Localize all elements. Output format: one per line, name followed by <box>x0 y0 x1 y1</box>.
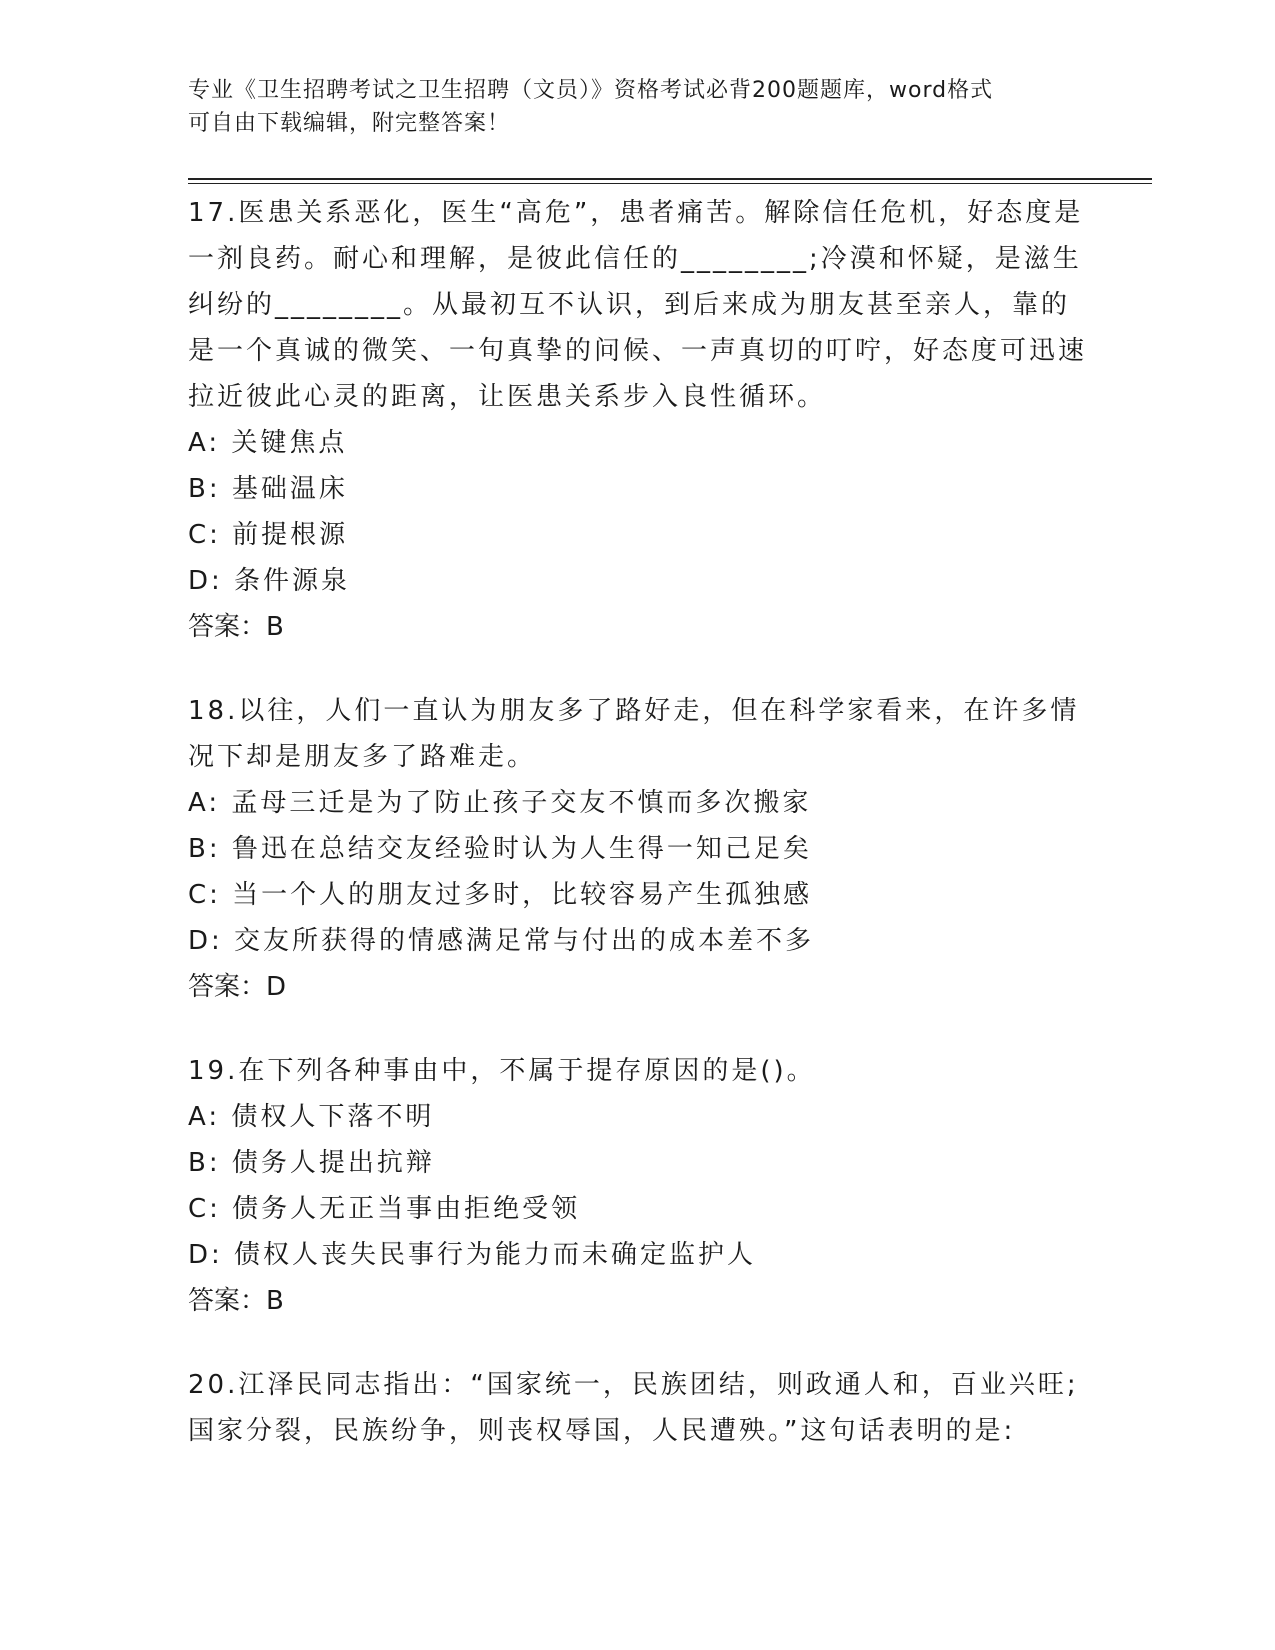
header-divider-thick <box>188 178 1152 180</box>
header-divider-thin <box>188 183 1152 184</box>
question-19 <box>188 1048 1088 1324</box>
option-b: B: 鲁迅在总结交友经验时认为人生得一知己足矣 <box>188 834 812 864</box>
option-c: C: 当一个人的朋友过多时，比较容易产生孤独感 <box>188 880 813 910</box>
question-17 <box>188 190 1088 650</box>
option-d: D: 交友所获得的情感满足常与付出的成本差不多 <box>188 926 815 956</box>
question-20 <box>188 1362 1088 1454</box>
header-line-2: 可自由下载编辑，附完整答案！ <box>188 111 511 136</box>
header-line-1: 专业《卫生招聘考试之卫生招聘（文员）》资格考试必背200题题库，word格式 <box>188 78 994 103</box>
question-text: 17.医患关系恶化，医生“高危”，患者痛苦。解除信任危机，好态度是一剂良药。耐心和理解，是彼此信任的________;冷漠和怀疑，是滋生纠纷的________。从最初互不认识，到后来成为朋友甚至亲人，靠的是一个真诚的微笑、一句真挚的问候、一声真切的叮咛，好态度可迅速拉近彼此心灵的距离，让医患关系步入良性循环。 <box>188 198 1088 412</box>
option-b: B: 基础温床 <box>188 474 348 504</box>
option-a: A: 关键焦点 <box>188 428 348 458</box>
answer: 答案：B <box>188 612 284 642</box>
option-a: A: 债权人下落不明 <box>188 1102 435 1132</box>
option-c: C: 前提根源 <box>188 520 349 550</box>
option-b: B: 债务人提出抗辩 <box>188 1148 435 1178</box>
question-text: 20.江泽民同志指出：“国家统一，民族团结，则政通人和，百业兴旺;国家分裂，民族纷争，则丧权辱国，人民遭殃。”这句话表明的是: <box>188 1370 1079 1446</box>
option-c: C: 债务人无正当事由拒绝受领 <box>188 1194 581 1224</box>
answer: 答案：B <box>188 1286 284 1316</box>
question-18 <box>188 688 1088 1010</box>
answer: 答案：D <box>188 972 287 1002</box>
question-text: 19.在下列各种事由中，不属于提存原因的是()。 <box>188 1056 816 1086</box>
option-a: A: 孟母三迁是为了防止孩子交友不慎而多次搬家 <box>188 788 812 818</box>
option-d: D: 条件源泉 <box>188 566 351 596</box>
question-text: 18.以往，人们一直认为朋友多了路好走，但在科学家看来，在许多情况下却是朋友多了路难走。 <box>188 696 1080 772</box>
document-header <box>188 74 1088 140</box>
option-d: D: 债权人丧失民事行为能力而未确定监护人 <box>188 1240 757 1270</box>
question-list <box>188 190 1088 1492</box>
